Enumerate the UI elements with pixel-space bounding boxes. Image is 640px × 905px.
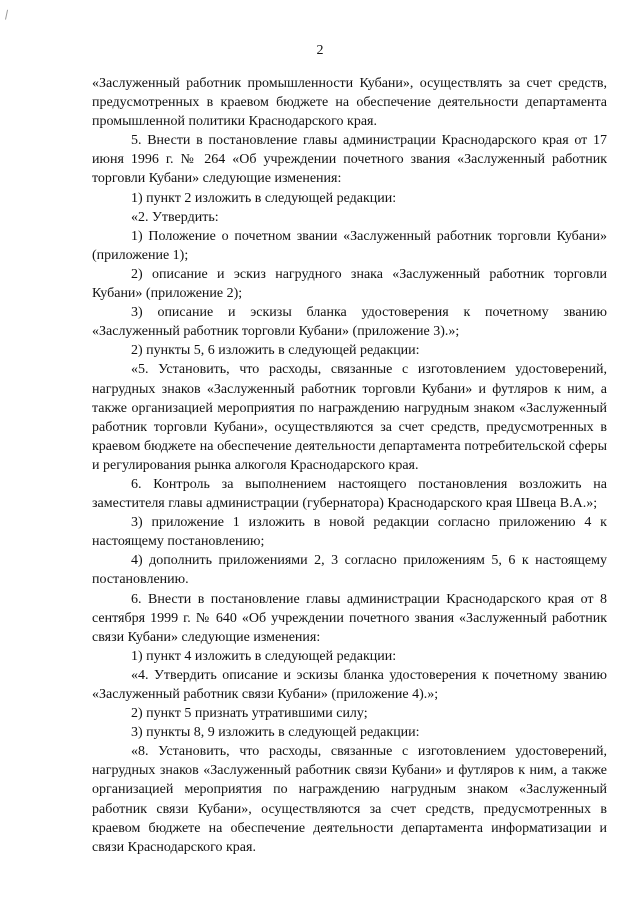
paragraph: 2) пункты 5, 6 изложить в следующей редакции: xyxy=(131,343,420,359)
paragraph: 4) дополнить приложениями 2, 3 согласно приложениям 5, 6 к настоящему постановлению. xyxy=(92,553,607,588)
paragraph: 3) описание и эскизы бланка удостоверения к почетному званию «Заслуженный работник торговли Кубани» (приложение 3).»; xyxy=(92,305,607,340)
paragraph: «8. Установить, что расходы, связанные с изготовлением удостоверений, нагрудных знаков «Заслуженный работник связи Кубани» и футляров к ним, а также организацией мероприятия по награждению нагрудным знаком «Заслуженный работник связи Кубани», осуществляются за счет средств, предусмотренных в краевом бюджете на обеспечение деятельности департамента информатизации и связи Краснодарского края. xyxy=(92,744,607,855)
paragraph: 2) описание и эскиз нагрудного знака «Заслуженный работник торговли Кубани» (приложение 2); xyxy=(92,266,607,302)
paragraph: 2) пункт 5 признать утратившими силу; xyxy=(131,706,368,722)
paragraph: 1) пункт 4 изложить в следующей редакции: xyxy=(131,648,397,664)
paragraph: 1) пункт 2 изложить в следующей редакции: xyxy=(131,190,397,206)
paragraph: 3) пункты 8, 9 изложить в следующей редакции: xyxy=(131,725,420,741)
paragraph: 5. Внести в постановление главы администрации Краснодарского края от 17 июня 1996 г. № 264 «Об учреждении почетного звания «Заслуженный работник торговли Кубани» следующие изменения: xyxy=(92,133,607,187)
paragraph: «2. Утвердить: xyxy=(131,209,219,225)
paragraph: «4. Утвердить описание и эскизы бланка удостоверения к почетному званию «Заслуженный работник связи Кубани» (приложение 4).»; xyxy=(92,667,607,702)
paragraph: «Заслуженный работник промышленности Кубани», осуществлять за счет средств, предусмотренных в краевом бюджете на обеспечение деятельности департамента промышленной политики Краснодарского края. xyxy=(92,76,607,130)
paragraph: 6. Внести в постановление главы администрации Краснодарского края от 8 сентября 1999 г. № 640 «Об учреждении почетного звания «Заслуженный работник связи Кубани» следующие изменения: xyxy=(92,591,607,645)
paragraph: 3) приложение 1 изложить в новой редакции согласно приложению 4 к настоящему постановлению; xyxy=(92,515,607,550)
scan-mark xyxy=(5,10,11,21)
paragraph: «5. Установить, что расходы, связанные с изготовлением удостоверений, нагрудных знаков «Заслуженный работник торговли Кубани» и футляров к ним, а также организацией мероприятия по награждению нагрудным знаком «Заслуженный работник торговли Кубани», осуществляются за счет средств, предусмотренных в краевом бюджете на обеспечение деятельности департамента потребительской сферы и регулирования рынка алкоголя Краснодарского края. xyxy=(92,362,607,473)
document-body xyxy=(92,74,607,857)
paragraph: 6. Контроль за выполнением настоящего постановления возложить на заместителя главы администрации (губернатора) Краснодарского края Швеца В.А.»; xyxy=(92,476,607,512)
paragraph: 1) Положение о почетном звании «Заслуженный работник торговли Кубани» (приложение 1); xyxy=(92,228,607,263)
page-number: 2 xyxy=(316,43,324,58)
